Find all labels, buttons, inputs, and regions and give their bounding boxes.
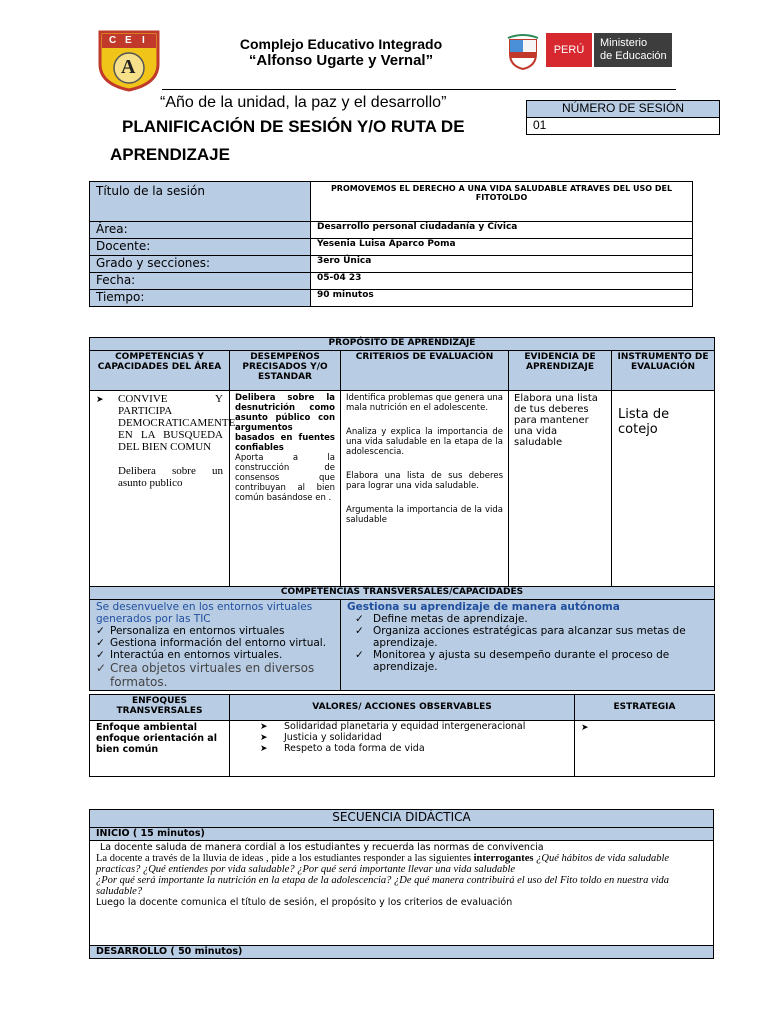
peru-coat-of-arms-icon	[506, 34, 540, 70]
school-name	[200, 36, 482, 69]
sequence-p2	[96, 853, 707, 875]
info-label: Área:	[90, 222, 311, 239]
approach-focus: Enfoque ambiental enfoque orientación al bien común	[90, 721, 230, 777]
info-value: 90 minutos	[311, 290, 693, 307]
session-number-value: 01	[527, 118, 720, 135]
transversal-title: COMPETENCIAS TRANSVERSALES/CAPACIDADES	[90, 587, 715, 600]
school-name-line1: Complejo Educativo Integrado	[239, 36, 443, 52]
approach-value: ➤ Solidaridad planetaria y equidad intergeneracional	[260, 721, 574, 732]
info-row	[90, 290, 693, 307]
criteria-cell	[341, 391, 509, 587]
peru-label: PERÚ	[553, 44, 585, 56]
approaches-table	[89, 694, 715, 777]
competence-main: ➤ CONVIVE Y PARTICIPA DEMOCRATICAMENTE EN LA BUSQUEDA DEL BIEN COMUN	[96, 393, 223, 453]
transversal-left	[90, 600, 341, 691]
doc-title-line1: PLANIFICACIÓN DE SESIÓN Y/O RUTA DE	[122, 117, 465, 136]
sequence-table	[89, 809, 714, 959]
transversal-right-item: ✓ Organiza acciones estratégicas para alcanzar sus metas de aprendizaje.	[355, 625, 708, 649]
info-row	[90, 256, 693, 273]
instrument-cell	[612, 391, 715, 587]
ministry-badge	[594, 33, 672, 67]
col-header-criteria: CRITERIOS DE EVALUACIÓN	[341, 351, 509, 391]
criteria-item: Elabora una lista de sus deberes para lograr una vida saludable.	[346, 471, 503, 491]
info-label: Grado y secciones:	[90, 256, 311, 273]
sequence-p2-a: La docente a través de la lluvia de ideas , pide a los estudiantes responder a las siguientes	[96, 853, 474, 864]
transversal-left-item: ✓ Crea objetos virtuales en diversos formatos.	[96, 661, 334, 689]
logo-letter-a: A	[121, 56, 136, 78]
info-value: Desarrollo personal ciudadanía y Cívica	[311, 222, 693, 239]
approach-value: ➤ Respeto a toda forma de vida	[260, 743, 574, 754]
transversal-left-item: ✓ Interactúa en entornos virtuales.	[96, 649, 334, 661]
header-rule	[162, 89, 676, 90]
school-logo	[96, 28, 162, 92]
col-header-evidence: EVIDENCIA DE APRENDIZAJE	[509, 351, 612, 391]
criteria-item: Argumenta la importancia de la vida saludable	[346, 505, 503, 525]
logo-letter-e: E	[125, 35, 132, 46]
logo-letter-c: C	[109, 35, 117, 46]
ministry-line1: Ministerio	[600, 37, 648, 49]
purpose-table	[89, 337, 715, 691]
info-label: Fecha:	[90, 273, 311, 290]
session-number-label: NÚMERO DE SESIÓN	[527, 101, 720, 118]
performance-2: Aporta a la construcción de consensos que contribuyan al bien común basándose en .	[235, 453, 335, 503]
approach-header-strategy: ESTRATEGIA	[575, 695, 715, 721]
info-row	[90, 239, 693, 256]
col-header-competencies: COMPETENCIAS Y CAPACIDADES DEL ÁREA	[90, 351, 230, 391]
approach-values-cell	[230, 721, 575, 777]
approach-value: ➤ Justicia y solidaridad	[260, 732, 574, 743]
col-header-performances: DESEMPEÑOS PRECISADOS Y/O ESTANDAR	[230, 351, 341, 391]
strategy-bullet-icon: ➤	[581, 723, 589, 733]
sequence-start-content	[90, 841, 714, 946]
competence-cell	[90, 391, 236, 587]
info-row	[90, 182, 693, 222]
info-value: PROMOVEMOS EL DERECHO A UNA VIDA SALUDABLE ATRAVES DEL USO DEL FITOTOLDO	[311, 182, 693, 222]
transversal-right-item: ✓ Monitorea y ajusta su desempeño durante el proceso de aprendizaje.	[355, 649, 708, 673]
transversal-right-heading: Gestiona su aprendizaje de manera autónoma	[347, 601, 620, 613]
doc-title-line2: APRENDIZAJE	[110, 145, 230, 164]
school-name-line2: “Alfonso Ugarte y Vernal”	[248, 52, 434, 69]
approach-strategy-cell	[575, 721, 715, 777]
info-label: Título de la sesión	[90, 182, 311, 222]
instrument-text: Lista de cotejo	[618, 407, 670, 437]
info-label: Tiempo:	[90, 290, 311, 307]
sequence-start-label: INICIO ( 15 minutos)	[90, 828, 714, 841]
transversal-right-item: ✓ Define metas de aprendizaje.	[355, 613, 708, 625]
approach-header-values: VALORES/ ACCIONES OBSERVABLES	[230, 695, 575, 721]
sequence-p1: La docente saluda de manera cordial a los estudiantes y recuerda las normas de convivencia	[100, 842, 544, 853]
ministry-line2: de Educación	[600, 50, 667, 62]
performance-cell	[230, 391, 341, 587]
transversal-left-item: ✓ Personaliza en entornos virtuales	[96, 625, 334, 637]
sequence-p4: Luego la docente comunica el título de sesión, el propósito y los criterios de evaluación	[96, 897, 513, 908]
evidence-cell	[509, 391, 612, 587]
transversal-right	[341, 600, 715, 691]
info-value: Yesenia Luisa Aparco Poma	[311, 239, 693, 256]
purpose-title: PROPÓSITO DE APRENDIZAJE	[90, 338, 715, 351]
sequence-dev-label: DESARROLLO ( 50 minutos)	[90, 946, 714, 959]
session-number-box	[526, 100, 720, 135]
peru-badge	[546, 33, 592, 67]
transversal-left-heading: Se desenvuelve en los entornos virtuales generados por las TIC	[96, 601, 313, 625]
criteria-item: Analiza y explica la importancia de una vida saludable en la etapa de la adolescencia.	[346, 427, 503, 457]
info-value: 05-04 23	[311, 273, 693, 290]
criteria-item: Identifica problemas que genera una mala nutrición en el adolescente.	[346, 393, 504, 413]
info-row	[90, 222, 693, 239]
sequence-p2-c: ¿Qué hábitos de vida saludable practicas? ¿Qué entiendes por vida saludable? ¿Por qué será importante llevar una vida saludable	[96, 853, 670, 875]
performance-1: Delibera sobre la desnutrición como asunto público con argumentos basados en fuentes confiables	[235, 393, 335, 453]
col-header-instrument: INSTRUMENTO DE EVALUACIÓN	[612, 351, 715, 391]
evidence-text: Elabora una lista de tus deberes para mantener una vida saludable	[514, 393, 598, 448]
year-motto: “Año de la unidad, la paz y el desarrollo”	[160, 94, 447, 111]
info-row	[90, 273, 693, 290]
sequence-p3: ¿Por qué será importante la nutrición en la etapa de la adolescencia? ¿De qué manera contribuirá el uso del Fito toldo en nuestra vida saludable?	[96, 875, 670, 897]
transversal-left-item: ✓ Gestiona información del entorno virtual.	[96, 637, 334, 649]
sequence-p2-b: interrogantes	[473, 853, 534, 864]
info-label: Docente:	[90, 239, 311, 256]
logo-letter-i: I	[142, 35, 145, 46]
competence-sub: Delibera sobre un asunto publico	[118, 465, 223, 489]
info-value: 3ero Única	[311, 256, 693, 273]
session-info-table	[89, 181, 693, 307]
sequence-title: SECUENCIA DIDÁCTICA	[90, 810, 714, 828]
approach-header-focus: ENFOQUES TRANSVERSALES	[90, 695, 230, 721]
